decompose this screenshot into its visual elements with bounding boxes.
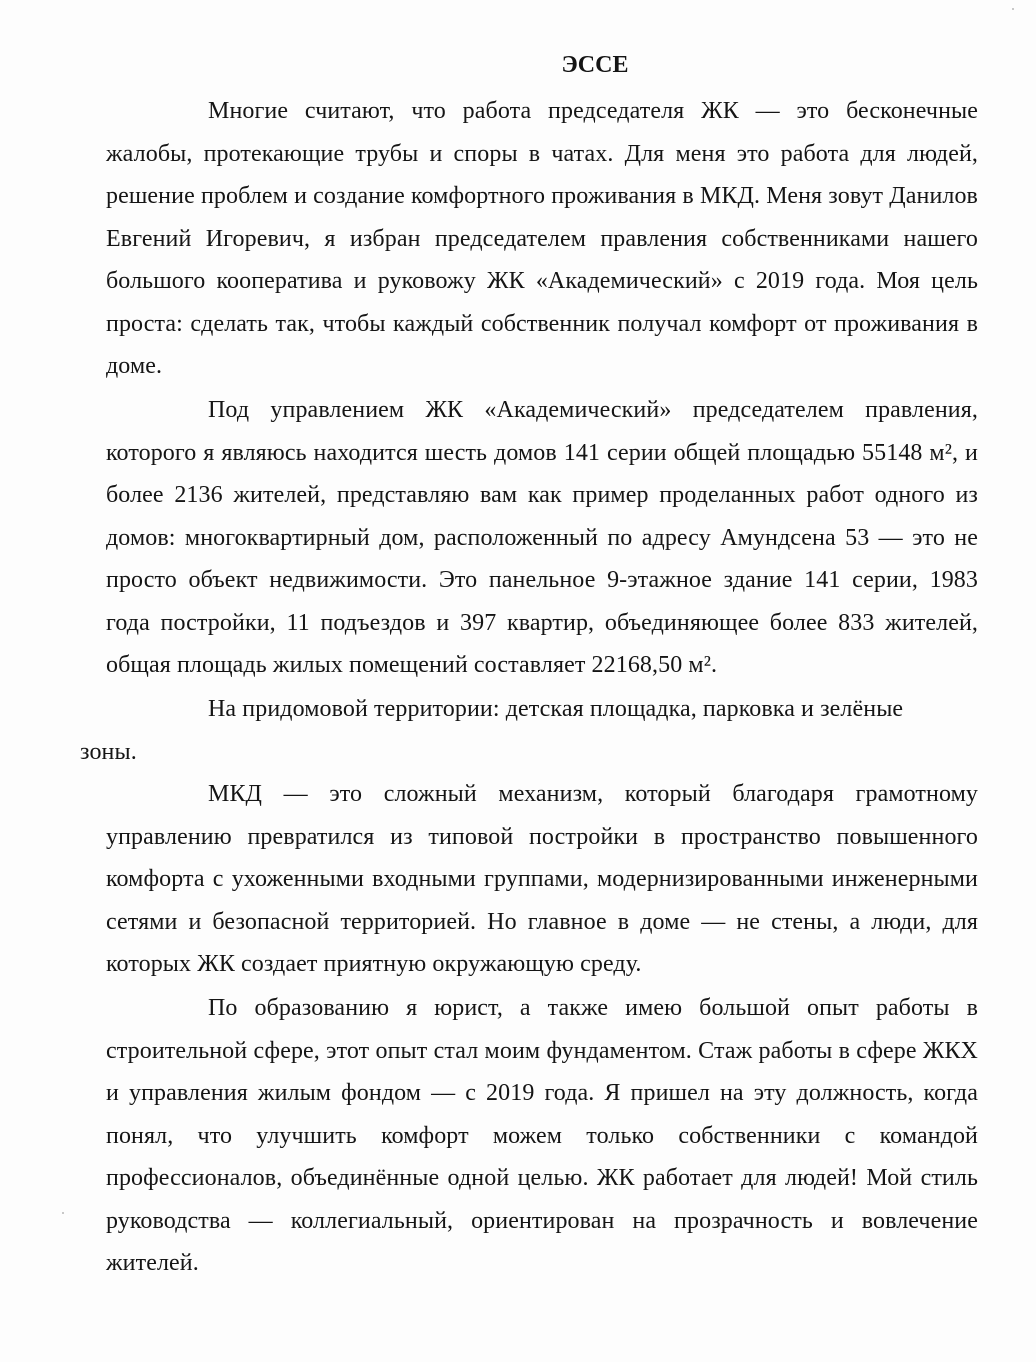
document-title: ЭССЕ (561, 52, 629, 78)
territory-text: На придомовой территории: детская площадка, парковка и зелёные (208, 696, 904, 722)
essay-paragraph-mechanism: МКД — это сложный механизм, который благодаря грамотному управлению превратился из типовой постройки в пространство повышенного комфорта с ухоженными входными группами, модернизированными инженерными сетями и безопасной территорией. Но главное в доме — не стены, а люди, для которых ЖК создает приятную окружающую среду. (106, 781, 978, 977)
essay-paragraph-houses: Под управлением ЖК «Академический» председателем правления, которого я являюсь находится шесть домов 141 серии общей площадью 55148 м², и более 2136 жителей, представляю вам как пример проделанных работ одного из домов: многоквартирный дом, расположенный по адресу Амундсена 53 — это не просто объект недвижимости. Это панельное 9-этажное здание 141 серии, 1983 года постройки, 11 подъездов и 397 квартир, объединяющее более 833 жителей, общая площадь жилых помещений составляет 22168,50 м². (106, 397, 978, 678)
essay-paragraph-territory (80, 688, 978, 773)
scan-speck (1012, 8, 1014, 10)
scan-speck (62, 1212, 64, 1214)
territory-text-tail: зоны. (80, 738, 137, 765)
essay-paragraph-experience: По образованию я юрист, а также имею большой опыт работы в строительной сфере, этот опыт стал моим фундаментом. Стаж работы в сфере ЖКХ и управления жилым фондом — с 2019 года. Я пришел на эту должность, когда понял, что улучшить комфорт можем только собственники с командой профессионалов, объединённые одной целью. ЖК работает для людей! Мой стиль руководства — коллегиальный, ориентирован на прозрачность и вовлечение жителей. (106, 995, 978, 1276)
essay-paragraph-intro: Многие считают, что работа председателя ЖК — это бесконечные жалобы, протекающие трубы и споры в чатах. Для меня это работа для людей, решение проблем и создание комфортного проживания в МКД. Меня зовут Данилов Евгений Игоревич, я избран председателем правления собственниками нашего большого кооператива и руковожу ЖК «Академический» с 2019 года. Моя цель проста: сделать так, чтобы каждый собственник получал комфорт от проживания в доме. (106, 98, 978, 379)
